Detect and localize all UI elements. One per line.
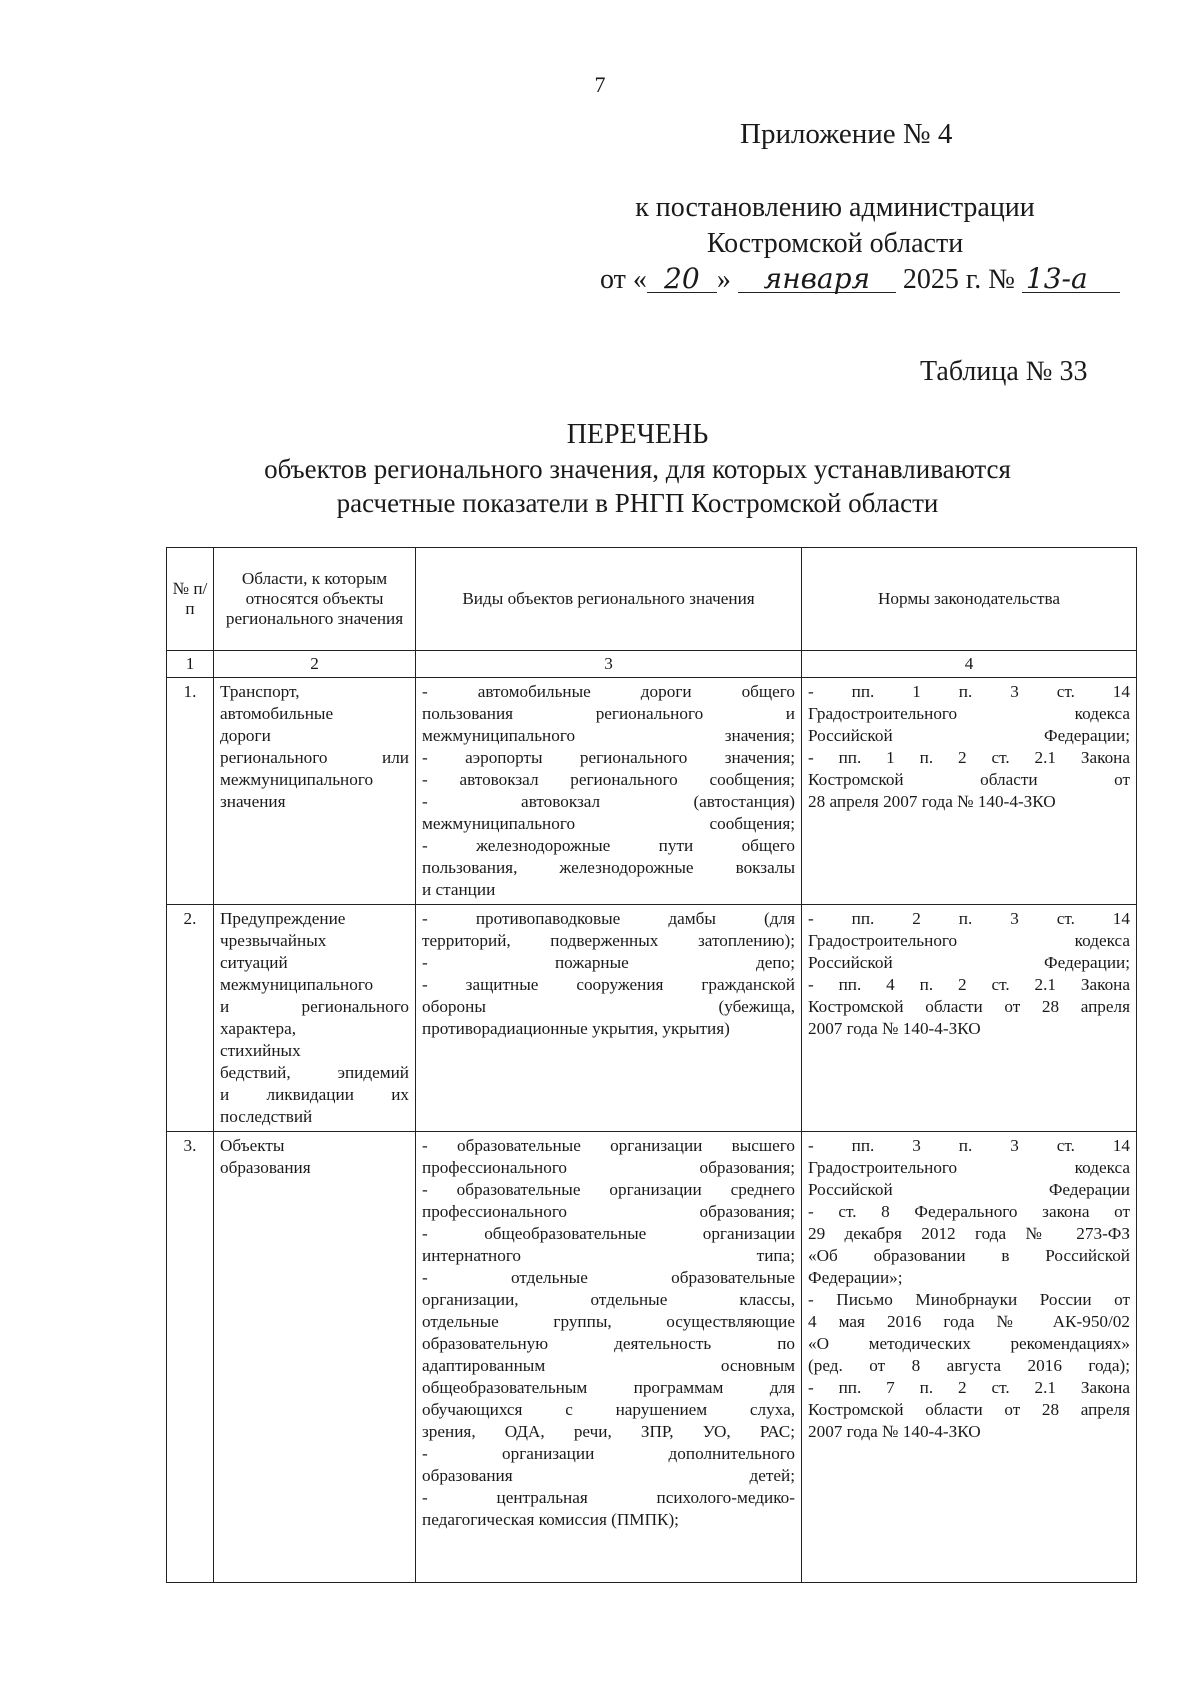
cell-text-line: - автомобильные дороги общего [422, 682, 795, 701]
row-number: 1. [167, 678, 214, 905]
cell-text-line: обороны (убежища, [422, 997, 795, 1016]
cell-text-line: Транспорт, [220, 682, 300, 701]
cell-text-line: и регионального [220, 997, 409, 1016]
cell-text-line: Предупреждение [220, 909, 346, 928]
cell-text-line: 28 апреля 2007 года № 140-4-ЗКО [808, 792, 1056, 811]
column-number: 2 [214, 651, 416, 678]
cell-text-line: - пп. 1 п. 2 ст. 2.1 Закона [808, 748, 1130, 767]
cell-text-line: Федерации»; [808, 1268, 903, 1287]
row-number: 2. [167, 905, 214, 1132]
column-number: 1 [167, 651, 214, 678]
cell-text-line: и ликвидации их [220, 1085, 409, 1104]
title-line-3: расчетные показатели в РНГП Костромской области [336, 488, 939, 518]
table-row [167, 678, 1137, 905]
page-number: 7 [594, 72, 606, 97]
cell-text-line: Градостроительного кодекса [808, 704, 1130, 723]
cell-text-line: - пожарные депо; [422, 953, 795, 972]
cell-text-line: образования [220, 1158, 311, 1177]
cell-text-line: общеобразовательным программам для [422, 1378, 795, 1397]
cell-text-line: - центральная психолого-медико- [422, 1488, 795, 1507]
cell-text-line: интернатного типа; [422, 1246, 795, 1265]
cell-text-line: Градостроительного кодекса [808, 931, 1130, 950]
cell-text-line: значения [220, 792, 286, 811]
cell-text-line: - отдельные образовательные [422, 1268, 795, 1287]
cell-text-line: Российской Федерации [808, 1180, 1130, 1199]
cell-text-line: Костромской области от 28 апреля [808, 997, 1130, 1016]
cell-text-line: бедствий, эпидемий [220, 1063, 409, 1082]
cell-text-line: Российской Федерации; [808, 953, 1130, 972]
cell-text-line: - ст. 8 Федерального закона от [808, 1202, 1130, 1221]
cell-text-line: - аэропорты регионального значения; [422, 748, 795, 767]
cell-text-line: ситуаций [220, 953, 288, 972]
column-number: 3 [416, 651, 802, 678]
cell-text-line: территорий, подверженных затоплению); [422, 931, 795, 950]
cell-text-line: - образовательные организации среднего [422, 1180, 795, 1199]
cell-text-line: противорадиационные укрытия, укрытия) [422, 1019, 730, 1038]
cell-text-line: (ред. от 8 августа 2016 года); [808, 1356, 1130, 1375]
cell-text-line: педагогическая комиссия (ПМПК); [422, 1510, 679, 1529]
handwritten-day: 20 [647, 266, 717, 293]
header-objects: Виды объектов регионального значения [416, 548, 802, 651]
column-number: 4 [802, 651, 1137, 678]
norms-cell [802, 1132, 1137, 1583]
cell-text-line: Костромской области от 28 апреля [808, 1400, 1130, 1419]
decree-reference [600, 190, 1088, 298]
cell-text-line: Российской Федерации; [808, 726, 1130, 745]
title-line-2: объектов регионального значения, для которых устанавливаются [264, 454, 1011, 484]
area-cell [214, 1132, 416, 1583]
cell-text-line: обучающихся с нарушением слуха, [422, 1400, 795, 1419]
handwritten-decree-number: 13-а [1022, 266, 1120, 293]
header-norms: Нормы законодательства [802, 548, 1137, 651]
cell-text-line: дороги [220, 726, 271, 745]
norms-cell [802, 678, 1137, 905]
area-cell [214, 678, 416, 905]
cell-text-line: - автовокзал (автостанция) [422, 792, 795, 811]
cell-text-line: межмуниципального сообщения; [422, 814, 795, 833]
column-number-row [167, 651, 1137, 678]
cell-text-line: автомобильные [220, 704, 334, 723]
cell-text-line: адаптированным основным [422, 1356, 795, 1375]
cell-text-line: межмуниципального [220, 770, 374, 789]
cell-text-line: зрения, ОДА, речи, ЗПР, УО, РАС; [422, 1422, 795, 1441]
cell-text-line: образования детей; [422, 1466, 795, 1485]
cell-text-line: регионального или [220, 748, 409, 767]
cell-text-line: пользования, железнодорожные вокзалы [422, 858, 795, 877]
cell-text-line: - пп. 2 п. 3 ст. 14 [808, 909, 1130, 928]
cell-text-line: - организации дополнительного [422, 1444, 795, 1463]
appendix-label: Приложение № 4 [740, 118, 953, 150]
cell-text-line: образовательную деятельность по [422, 1334, 795, 1353]
decree-date-quote: » [716, 264, 731, 295]
handwritten-month: января [738, 266, 896, 293]
area-cell [214, 905, 416, 1132]
cell-text-line: 4 мая 2016 года № АК-950/02 [808, 1312, 1130, 1331]
title-line-1: ПЕРЕЧЕНЬ [566, 419, 709, 450]
cell-text-line: межмуниципального значения; [422, 726, 795, 745]
header-area: Области, к которым относятся объекты регионального значения [214, 548, 416, 651]
decree-date-prefix: от « [600, 264, 647, 295]
cell-text-line: - пп. 3 п. 3 ст. 14 [808, 1136, 1130, 1155]
cell-text-line: 2007 года № 140-4-ЗКО [808, 1019, 981, 1038]
objects-cell [416, 678, 802, 905]
objects-cell [416, 905, 802, 1132]
table-number: Таблица № 33 [920, 356, 1088, 387]
cell-text-line: характера, [220, 1019, 297, 1038]
cell-text-line: межмуниципального [220, 975, 374, 994]
cell-text-line: 29 декабря 2012 года № 273-ФЗ [808, 1224, 1130, 1243]
cell-text-line: профессионального образования; [422, 1202, 795, 1221]
cell-text-line: «О методических рекомендациях» [808, 1334, 1130, 1353]
cell-text-line: стихийных [220, 1041, 301, 1060]
cell-text-line: - образовательные организации высшего [422, 1136, 795, 1155]
objects-table [166, 547, 1137, 1583]
cell-text-line: - пп. 4 п. 2 ст. 2.1 Закона [808, 975, 1130, 994]
cell-text-line: 2007 года № 140-4-ЗКО [808, 1422, 981, 1441]
decree-year: 2025 г. № [902, 264, 1015, 295]
document-title [160, 418, 1115, 520]
decree-line-2: Костромской области [706, 228, 964, 259]
cell-text-line: - пп. 7 п. 2 ст. 2.1 Закона [808, 1378, 1130, 1397]
table-row [167, 1132, 1137, 1583]
header-number: № п/п [167, 548, 214, 651]
cell-text-line: Костромской области от [808, 770, 1130, 789]
cell-text-line: и станции [422, 880, 496, 899]
cell-text-line: Градостроительного кодекса [808, 1158, 1130, 1177]
cell-text-line: - общеобразовательные организации [422, 1224, 795, 1243]
cell-text-line: - защитные сооружения гражданской [422, 975, 795, 994]
cell-text-line: последствий [220, 1107, 313, 1126]
row-number: 3. [167, 1132, 214, 1583]
cell-text-line: - пп. 1 п. 3 ст. 14 [808, 682, 1130, 701]
cell-text-line: - Письмо Минобрнауки России от [808, 1290, 1130, 1309]
cell-text-line: - железнодорожные пути общего [422, 836, 795, 855]
table-header-row [167, 548, 1137, 651]
table-row [167, 905, 1137, 1132]
decree-date-line [600, 262, 1088, 298]
cell-text-line: профессионального образования; [422, 1158, 795, 1177]
cell-text-line: Объекты [220, 1136, 285, 1155]
cell-text-line: организации, отдельные классы, [422, 1290, 795, 1309]
cell-text-line: чрезвычайных [220, 931, 327, 950]
cell-text-line: отдельные группы, осуществляющие [422, 1312, 795, 1331]
cell-text-line: - автовокзал регионального сообщения; [422, 770, 795, 789]
cell-text-line: - противопаводковые дамбы (для [422, 909, 795, 928]
cell-text-line: «Об образовании в Российской [808, 1246, 1130, 1265]
cell-text-line: пользования регионального и [422, 704, 795, 723]
decree-line-1: к постановлению администрации [635, 192, 1035, 223]
norms-cell [802, 905, 1137, 1132]
objects-cell [416, 1132, 802, 1583]
